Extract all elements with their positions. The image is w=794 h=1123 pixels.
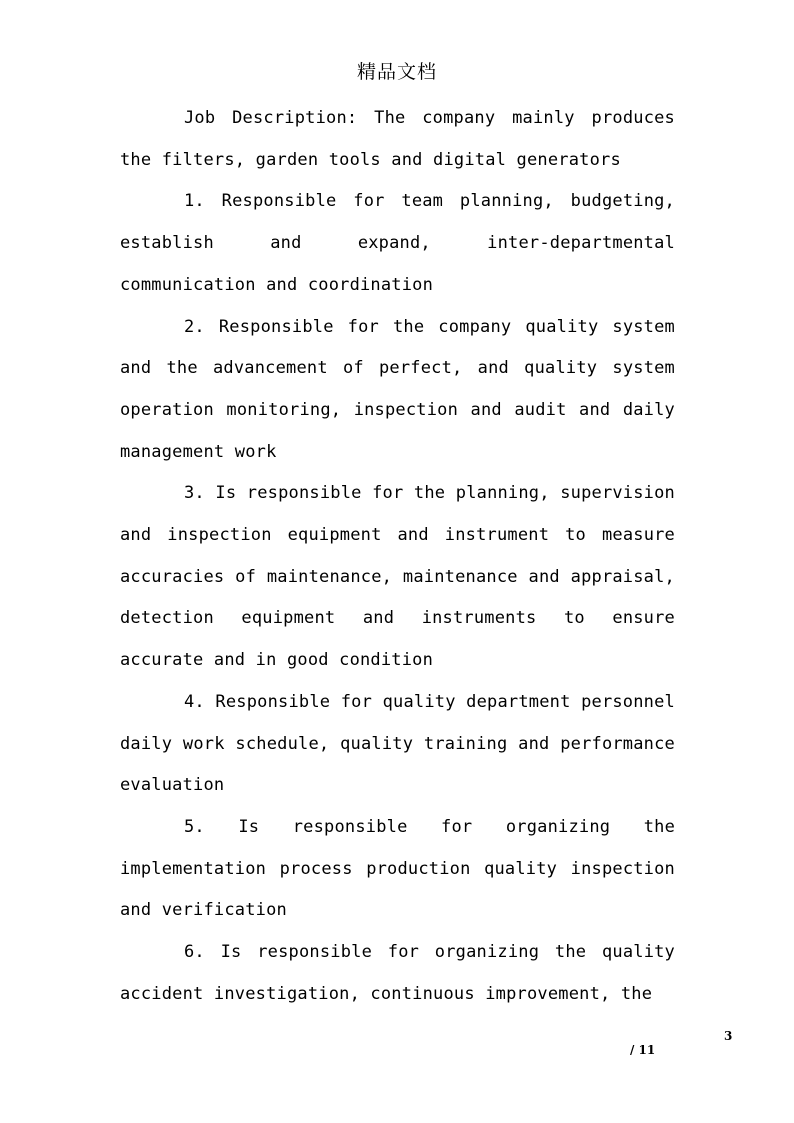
page-header-title: 精品文档 — [356, 61, 437, 83]
paragraph-item-4: 4. Responsible for quality department personnel daily work schedule, quality training and performance evaluation — [120, 691, 675, 796]
paragraph-item-1: 1. Responsible for team planning, budgeting, establish and expand, inter-departmental communication and coordination — [120, 191, 675, 295]
paragraph-item-3: 3. Is responsible for the planning, supervision and inspection equipment and instrument to measure accuracies of maintenance, maintenance and appraisal, detection equipment and instruments to ensure accurate and in good condition — [120, 483, 675, 671]
paragraph-item-6: 6. Is responsible for organizing the quality accident investigation, continuous improvement, the — [120, 942, 675, 1004]
page-total: / 11 — [630, 1043, 656, 1057]
paragraph-job-description: Job Description: The company mainly produces the filters, garden tools and digital generators — [120, 108, 675, 170]
paragraph-item-2: 2. Responsible for the company quality system and the advancement of perfect, and quality system operation monitoring, inspection and audit and daily management work — [120, 316, 675, 462]
page-number: 3 — [724, 1029, 733, 1043]
document-body — [120, 98, 675, 1015]
paragraph-item-5: 5. Is responsible for organizing the implementation process production quality inspection and verification — [120, 816, 675, 921]
